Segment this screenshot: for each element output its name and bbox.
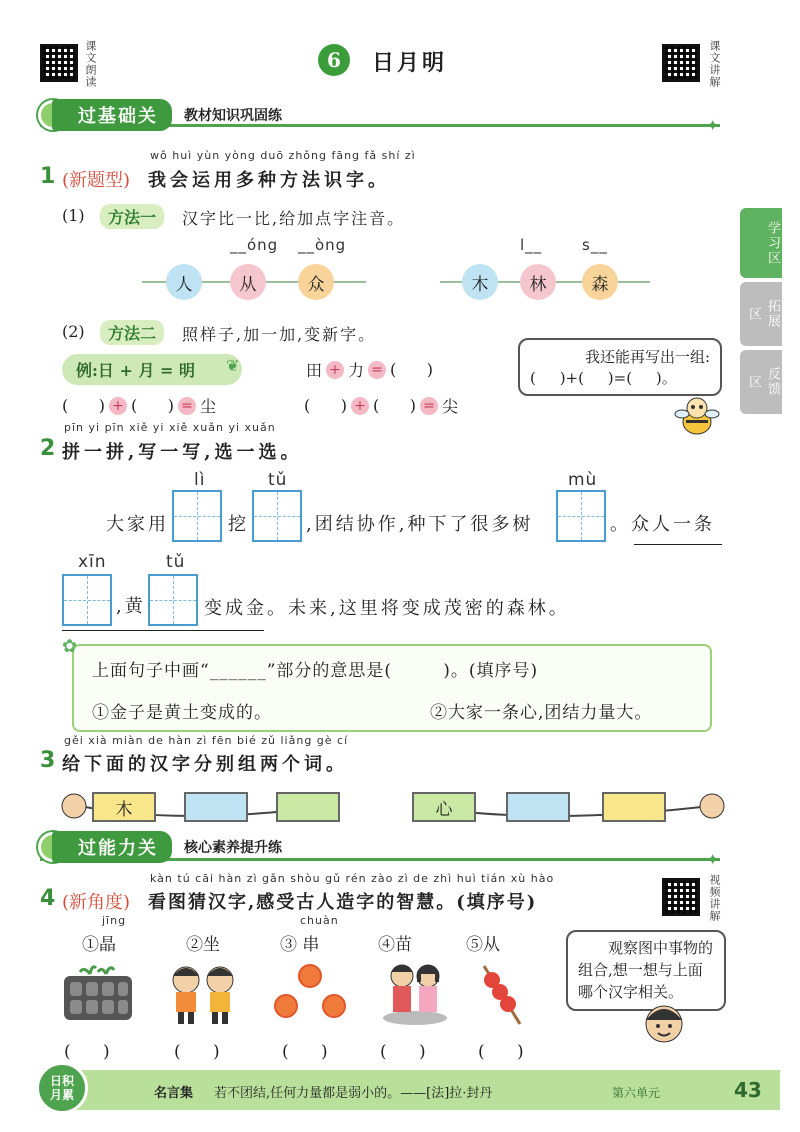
q3-number: 3 xyxy=(40,748,56,773)
answer-blank[interactable]: ( ) xyxy=(304,396,347,415)
q1-eq2 xyxy=(62,394,216,417)
qr-label-reading: 课文朗读 xyxy=(84,40,97,88)
q2-number: 2 xyxy=(40,436,56,461)
pinyin-tu: tǔ xyxy=(166,552,186,572)
bead-char: 木 xyxy=(462,264,498,300)
answer-blank[interactable]: ( ) xyxy=(64,1042,110,1062)
q1-part1-text: 汉字比一比,给加点字注音。 xyxy=(182,209,406,228)
section-title: 过能力关 xyxy=(52,831,172,863)
option-pinyin: chuàn xyxy=(300,914,339,927)
page-title: 日月明 xyxy=(372,50,448,76)
side-tab-study[interactable]: 学习区 xyxy=(740,208,782,278)
page-number: 43 xyxy=(734,1078,762,1102)
footer-quote: 若不团结,任何力量都是弱小的。——[法]拉·封丹 xyxy=(214,1086,493,1101)
answer-box[interactable] xyxy=(184,792,248,822)
section-title: 过基础关 xyxy=(52,99,172,131)
equals-sign: = xyxy=(178,397,196,415)
bead-char: 人 xyxy=(166,264,202,300)
eq-char: 尘 xyxy=(200,397,217,416)
q2-option-2: ②大家一条心,团结力量大。 xyxy=(430,703,653,723)
qr-label-video: 视频讲解 xyxy=(708,874,721,922)
q1-part2-text: 照样子,加一加,变新字。 xyxy=(182,325,377,344)
q4-tag: (新角度) xyxy=(62,892,131,913)
tian-grid-tu2[interactable] xyxy=(148,574,198,626)
q3-text: 给下面的汉字分别组两个词。 xyxy=(62,754,348,775)
tian-grid-li[interactable] xyxy=(172,490,222,542)
q1-part2-index: (2) xyxy=(62,322,85,341)
sentence-part: 变成金。未来,这里将变成茂密的森林。 xyxy=(204,598,570,619)
answer-blank[interactable]: ( ) xyxy=(131,396,174,415)
word-box-mu: 木 xyxy=(92,792,156,822)
pinyin-xin: xīn xyxy=(78,552,107,572)
sentence-part: 大家用 xyxy=(106,514,169,535)
answer-box[interactable] xyxy=(506,792,570,822)
side-tab-feedback[interactable]: 反馈区 xyxy=(740,350,782,414)
boy-mascot-icon xyxy=(640,1000,688,1050)
tian-grid-tu[interactable] xyxy=(252,490,302,542)
q1-pinyin: wǒ huì yùn yòng duō zhǒng fāng fǎ shí zì xyxy=(150,149,416,162)
sentence-part: ,黄 xyxy=(116,596,146,617)
q2-note-line: 上面句子中画“______”部分的意思是( )。(填序号) xyxy=(92,661,539,681)
q1-example: 例:日 + 月 = 明 xyxy=(62,354,242,385)
q4-option: ①晶 xyxy=(82,935,116,955)
footer-badge xyxy=(36,1062,88,1114)
q3-pinyin: gěi xià miàn de hàn zì fēn bié zǔ liǎng gè cí xyxy=(64,734,349,747)
answer-blank[interactable]: ( ) xyxy=(380,1042,426,1062)
q1-hint-zhong: __òng xyxy=(298,236,347,254)
q4-text: 看图猜汉字,感受古人造字的智慧。(填序号) xyxy=(148,892,538,913)
bead-char: 众 xyxy=(298,264,334,300)
q4-hint-bubble: 观察图中事物的组合,想一想与上面哪个汉字相关。 xyxy=(566,930,726,1011)
q4-number: 4 xyxy=(40,886,56,911)
q1-hint-lin: l__ xyxy=(520,236,543,254)
two-people-on-ground-picture xyxy=(380,960,450,1026)
footer-badge-text: 日积月累 xyxy=(49,1073,74,1102)
pinyin-li: lì xyxy=(194,470,206,490)
answer-blank[interactable]: ( ) xyxy=(478,1042,524,1062)
bead-char: 林 xyxy=(520,264,556,300)
q1-method-two: 方法二 xyxy=(100,320,164,345)
qr-code-icon[interactable] xyxy=(40,44,78,82)
eq-char: 田 xyxy=(306,361,323,380)
equals-sign: = xyxy=(368,361,386,379)
star-icon: ✦ xyxy=(706,850,720,869)
plus-sign: + xyxy=(326,361,344,379)
eq-char: 力 xyxy=(348,361,365,380)
three-suns-picture xyxy=(268,962,352,1022)
lesson-number-badge: 6 xyxy=(318,44,350,76)
section-subtitle: 教材知识巩固练 xyxy=(184,108,282,124)
answer-box[interactable] xyxy=(276,792,340,822)
q4-option: ②坐 xyxy=(186,935,220,955)
tian-grid-xin[interactable] xyxy=(62,574,112,626)
option-pinyin: jīng xyxy=(102,914,127,927)
pinyin-tu: tǔ xyxy=(268,470,288,490)
star-icon: ✦ xyxy=(706,116,720,135)
q1-hint-sen: s__ xyxy=(582,236,608,254)
q1-method-one: 方法一 xyxy=(100,204,164,229)
q1-tag: (新题型) xyxy=(62,170,131,191)
sprout-icon: ✿ xyxy=(62,636,78,657)
leaf-icon: ❦ xyxy=(226,356,240,375)
section-banner-ability xyxy=(52,832,282,862)
section-subtitle: 核心素养提升练 xyxy=(184,840,282,856)
q4-option: ④苗 xyxy=(378,935,412,955)
sentence-part: 。众人一条 xyxy=(610,514,715,535)
qr-label-explain: 课文讲解 xyxy=(708,40,721,88)
qr-code-icon[interactable] xyxy=(662,44,700,82)
equals-sign: = xyxy=(420,397,438,415)
side-tab-extend[interactable]: 拓展区 xyxy=(740,282,782,346)
tian-grid-mu[interactable] xyxy=(556,490,606,542)
answer-blank[interactable]: ( ) xyxy=(174,1042,220,1062)
answer-blank[interactable]: ( ) xyxy=(373,396,416,415)
q1-text: 我会运用多种方法识字。 xyxy=(148,170,390,191)
field-sprouts-picture xyxy=(62,962,134,1024)
pinyin-mu: mù xyxy=(568,470,598,490)
q1-hint-cong: __óng xyxy=(230,236,279,254)
sentence-part: 挖 xyxy=(228,514,249,535)
bead-char: 森 xyxy=(582,264,618,300)
plus-sign: + xyxy=(351,397,369,415)
footer-quote-label: 名言集 xyxy=(154,1086,194,1101)
underline xyxy=(62,630,264,631)
plus-sign: + xyxy=(109,397,127,415)
qr-code-icon[interactable] xyxy=(662,878,700,916)
q4-option: ⑤从 xyxy=(466,935,500,955)
word-box-xin: 心 xyxy=(412,792,476,822)
answer-blank[interactable]: ( ) xyxy=(390,360,434,379)
skewer-picture xyxy=(476,962,526,1028)
sentence-part: ,团结协作,种下了很多树 xyxy=(306,514,534,535)
eq-char: 尖 xyxy=(442,397,459,416)
bead-char: 从 xyxy=(230,264,266,300)
bubble-line: 我还能再写出一组: xyxy=(584,348,710,366)
q4-option: ③ 串 xyxy=(280,935,320,955)
q1-eq3 xyxy=(304,394,458,417)
q1-extra-bubble xyxy=(518,338,722,396)
answer-box[interactable] xyxy=(602,792,666,822)
answer-blank[interactable]: ( ) xyxy=(282,1042,328,1062)
bee-mascot-icon xyxy=(672,392,722,442)
underline xyxy=(634,544,722,545)
footer-unit: 第六单元 xyxy=(612,1086,661,1100)
q1-eq1 xyxy=(306,358,433,381)
bubble-answer[interactable]: ( )+( )=( )。 xyxy=(530,369,677,387)
q4-pinyin: kàn tú cāi hàn zì gǎn shòu gǔ rén zào zì de zhì huì tián xù hào xyxy=(150,872,555,885)
q1-number: 1 xyxy=(40,164,56,189)
answer-blank[interactable]: ( ) xyxy=(62,396,105,415)
section-banner-basic xyxy=(52,100,282,130)
q2-pinyin: pīn yi pīn xiě yi xiě xuǎn yi xuǎn xyxy=(64,421,276,434)
two-people-picture xyxy=(166,962,240,1026)
q2-text: 拼一拼,写一写,选一选。 xyxy=(62,442,303,463)
q2-option-1: ①金子是黄土变成的。 xyxy=(92,703,272,723)
q1-part1-index: (1) xyxy=(62,206,85,225)
